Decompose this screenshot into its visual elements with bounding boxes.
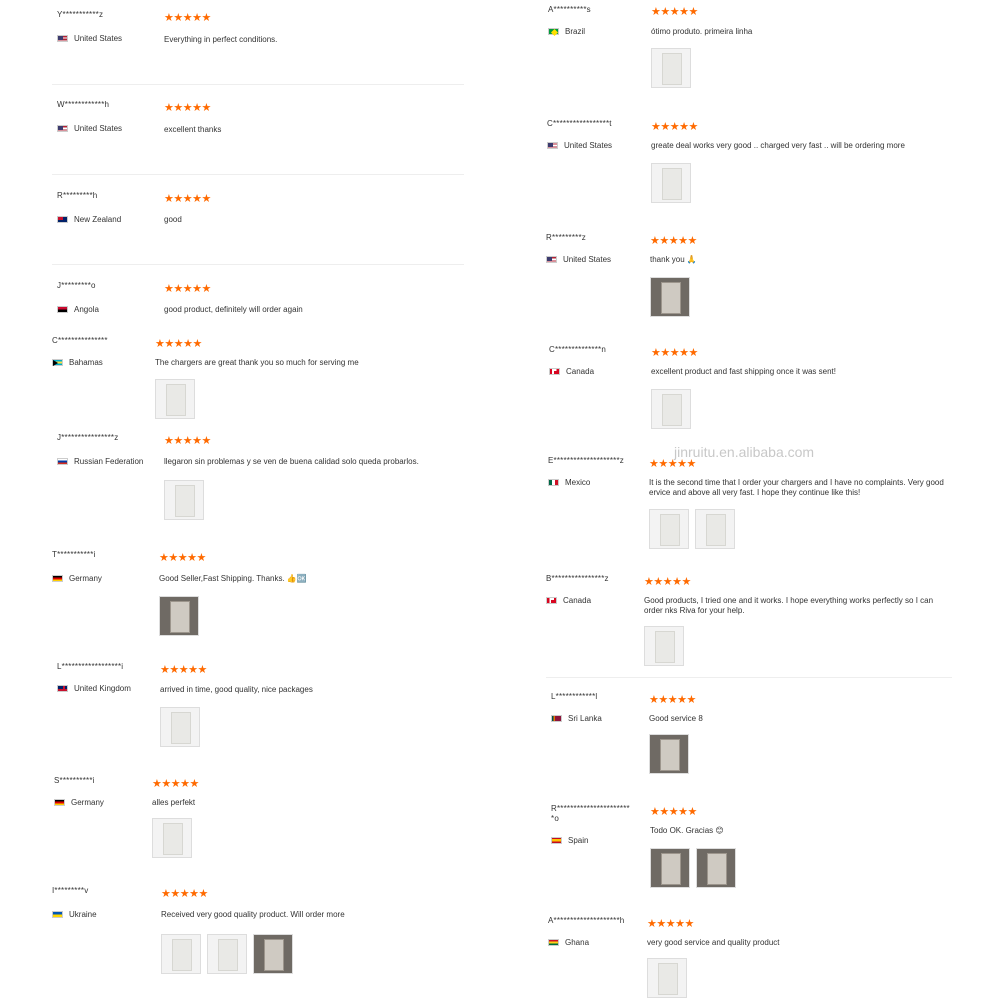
reviewer-name: E********************z bbox=[548, 456, 625, 465]
review-photo[interactable] bbox=[155, 379, 195, 419]
flag-br-icon bbox=[548, 28, 559, 35]
review-item bbox=[57, 100, 462, 185]
review-photo[interactable] bbox=[207, 934, 247, 974]
reviewer-country: Spain bbox=[551, 836, 588, 845]
review-text: Received very good quality product. Will order more bbox=[161, 910, 345, 919]
reviewer-country: Germany bbox=[54, 798, 104, 807]
reviewer-country: United States bbox=[57, 124, 122, 133]
rating-stars: ★★★★★ bbox=[152, 778, 199, 790]
flag-us-icon bbox=[57, 35, 68, 42]
reviewer-name: T***********i bbox=[52, 550, 96, 559]
review-photo[interactable] bbox=[695, 509, 735, 549]
reviewer-country: Sri Lanka bbox=[551, 714, 602, 723]
reviewer-name: I*********v bbox=[52, 886, 89, 895]
review-item bbox=[548, 456, 953, 556]
review-text: alles perfekt bbox=[152, 798, 196, 807]
review-item bbox=[57, 10, 462, 95]
review-text: ótimo produto. primeira linha bbox=[651, 27, 753, 36]
review-photo[interactable] bbox=[651, 163, 691, 203]
rating-stars: ★★★★★ bbox=[164, 435, 211, 447]
divider bbox=[52, 264, 464, 265]
rating-stars: ★★★★★ bbox=[647, 918, 694, 930]
review-item bbox=[57, 433, 462, 528]
rating-stars: ★★★★★ bbox=[649, 694, 696, 706]
flag-bs-icon bbox=[52, 359, 63, 366]
reviewer-name: S**********i bbox=[54, 776, 95, 785]
review-item bbox=[52, 886, 457, 981]
review-text: It is the second time that I order your chargers and I have no complaints. Very good ervice and above all very fast. I hope they continue like this! bbox=[649, 478, 944, 497]
review-photo[interactable] bbox=[650, 848, 690, 888]
reviewer-name: A********************h bbox=[548, 916, 625, 925]
review-photos bbox=[159, 596, 199, 636]
review-text: good bbox=[164, 215, 182, 224]
rating-stars: ★★★★★ bbox=[164, 283, 211, 295]
review-item bbox=[546, 233, 951, 328]
review-item bbox=[549, 345, 954, 440]
review-photo[interactable] bbox=[647, 958, 687, 998]
rating-stars: ★★★★★ bbox=[161, 888, 208, 900]
flag-us-icon bbox=[57, 125, 68, 132]
review-photos bbox=[651, 48, 691, 88]
rating-stars: ★★★★★ bbox=[155, 338, 202, 350]
rating-stars: ★★★★★ bbox=[649, 458, 696, 470]
reviewer-name: B****************z bbox=[546, 574, 609, 583]
flag-lk-icon bbox=[551, 715, 562, 722]
review-text: good product, definitely will order again bbox=[164, 305, 303, 314]
review-text: Good service 8 bbox=[649, 714, 703, 723]
flag-mx-icon bbox=[548, 479, 559, 486]
reviewer-country: Brazil bbox=[548, 27, 585, 36]
rating-stars: ★★★★★ bbox=[651, 121, 698, 133]
review-photo[interactable] bbox=[649, 509, 689, 549]
rating-stars: ★★★★★ bbox=[651, 6, 698, 18]
review-photo[interactable] bbox=[649, 734, 689, 774]
review-text: arrived in time, good quality, nice packages bbox=[160, 685, 313, 694]
reviewer-name: L************l bbox=[551, 692, 598, 701]
reviewer-name: C*****************t bbox=[547, 119, 612, 128]
flag-nz-icon bbox=[57, 216, 68, 223]
flag-ao-icon bbox=[57, 306, 68, 313]
reviewer-country: Russian Federation bbox=[57, 457, 143, 466]
review-photos bbox=[649, 734, 689, 774]
reviewer-name: W************h bbox=[57, 100, 110, 109]
review-item bbox=[551, 804, 956, 899]
review-text: thank you 🙏 bbox=[650, 255, 697, 264]
review-photo[interactable] bbox=[160, 707, 200, 747]
flag-ca-icon bbox=[549, 368, 560, 375]
review-item bbox=[57, 662, 462, 757]
reviewer-name: C*************** bbox=[52, 336, 108, 345]
review-photo[interactable] bbox=[164, 480, 204, 520]
review-item bbox=[546, 574, 951, 669]
review-photos bbox=[649, 509, 735, 549]
rating-stars: ★★★★★ bbox=[160, 664, 207, 676]
review-text: Everything in perfect conditions. bbox=[164, 35, 278, 44]
reviewer-country: United States bbox=[57, 34, 122, 43]
rating-stars: ★★★★★ bbox=[650, 235, 697, 247]
flag-gh-icon bbox=[548, 939, 559, 946]
review-photos bbox=[650, 277, 690, 317]
review-photos bbox=[152, 818, 192, 858]
review-photo[interactable] bbox=[644, 626, 684, 666]
review-text: greate deal works very good .. charged very fast .. will be ordering more bbox=[651, 141, 905, 150]
reviewer-name: J*********o bbox=[57, 281, 96, 290]
reviewer-name: J****************z bbox=[57, 433, 119, 442]
reviewer-country: Bahamas bbox=[52, 358, 103, 367]
review-photos bbox=[160, 707, 200, 747]
reviewer-name: L******************i bbox=[57, 662, 124, 671]
rating-stars: ★★★★★ bbox=[644, 576, 691, 588]
review-text: Good Seller,Fast Shipping. Thanks. 👍🆗 bbox=[159, 574, 307, 583]
reviewer-country: United States bbox=[546, 255, 611, 264]
review-text: Todo OK. Gracias 😊 bbox=[650, 826, 724, 835]
divider bbox=[546, 677, 952, 678]
review-photo[interactable] bbox=[161, 934, 201, 974]
review-photo[interactable] bbox=[152, 818, 192, 858]
review-video-thumbnail[interactable] bbox=[650, 277, 690, 317]
rating-stars: ★★★★★ bbox=[164, 102, 211, 114]
reviewer-country: Canada bbox=[549, 367, 594, 376]
reviewer-name: C**************n bbox=[549, 345, 607, 354]
review-item bbox=[52, 550, 457, 645]
watermark: jinruitu.en.alibaba.com bbox=[674, 444, 815, 460]
review-item bbox=[551, 692, 956, 787]
reviewer-country: Ghana bbox=[548, 938, 589, 947]
flag-ru-icon bbox=[57, 458, 68, 465]
reviewer-country: New Zealand bbox=[57, 215, 121, 224]
review-text: excellent thanks bbox=[164, 125, 222, 134]
review-photo[interactable] bbox=[651, 48, 691, 88]
flag-ca-icon bbox=[546, 597, 557, 604]
review-photos bbox=[651, 163, 691, 203]
review-photos bbox=[651, 389, 691, 429]
rating-stars: ★★★★★ bbox=[650, 806, 697, 818]
rating-stars: ★★★★★ bbox=[159, 552, 206, 564]
reviewer-country: United Kingdom bbox=[57, 684, 131, 693]
review-photos bbox=[164, 480, 204, 520]
review-item bbox=[548, 916, 953, 1001]
review-photos bbox=[155, 379, 195, 419]
review-item bbox=[547, 119, 952, 214]
review-photo[interactable] bbox=[696, 848, 736, 888]
review-text: Good products, I tried one and it works. I hope everything works perfectly so I can order nks Riva for your help. bbox=[644, 596, 934, 615]
flag-es-icon bbox=[551, 837, 562, 844]
review-item bbox=[52, 336, 457, 426]
flag-ua-icon bbox=[52, 911, 63, 918]
review-photo[interactable] bbox=[651, 389, 691, 429]
reviewer-country: Mexico bbox=[548, 478, 590, 487]
reviewer-name: A**********s bbox=[548, 5, 591, 14]
review-photos bbox=[161, 934, 293, 974]
reviewer-country: United States bbox=[547, 141, 612, 150]
review-text: llegaron sin problemas y se ven de buena calidad solo queda probarlos. bbox=[164, 457, 419, 466]
reviewer-country: Germany bbox=[52, 574, 102, 583]
reviewer-name: Y***********z bbox=[57, 10, 104, 19]
review-photo[interactable] bbox=[159, 596, 199, 636]
flag-us-icon bbox=[546, 256, 557, 263]
rating-stars: ★★★★★ bbox=[164, 12, 211, 24]
reviewer-country: Ukraine bbox=[52, 910, 97, 919]
flag-de-icon bbox=[52, 575, 63, 582]
review-item bbox=[548, 5, 953, 100]
review-item bbox=[57, 281, 462, 331]
review-item bbox=[54, 776, 459, 866]
divider bbox=[52, 174, 464, 175]
review-photos bbox=[650, 848, 736, 888]
divider bbox=[52, 84, 464, 85]
flag-gb-icon bbox=[57, 685, 68, 692]
reviewer-country: Canada bbox=[546, 596, 591, 605]
review-photo[interactable] bbox=[253, 934, 293, 974]
reviewer-name: R*********h bbox=[57, 191, 98, 200]
flag-de-icon bbox=[54, 799, 65, 806]
rating-stars: ★★★★★ bbox=[164, 193, 211, 205]
flag-us-icon bbox=[547, 142, 558, 149]
reviewer-name: R*********z bbox=[546, 233, 586, 242]
review-text: The chargers are great thank you so much for serving me bbox=[155, 358, 359, 367]
review-text: very good service and quality product bbox=[647, 938, 780, 947]
reviewer-country: Angola bbox=[57, 305, 99, 314]
review-photos bbox=[647, 958, 687, 998]
review-text: excellent product and fast shipping once it was sent! bbox=[651, 367, 836, 376]
reviewer-name: R********************** *o bbox=[551, 804, 630, 823]
rating-stars: ★★★★★ bbox=[651, 347, 698, 359]
review-photos bbox=[644, 626, 684, 666]
